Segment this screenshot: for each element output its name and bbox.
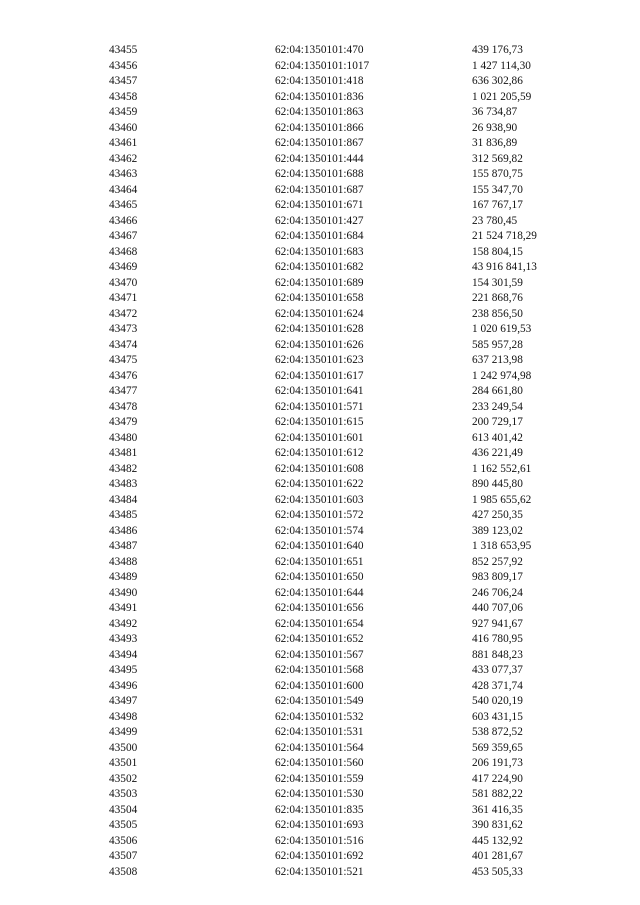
cadastral-number-cell: 62:04:1350101:470 [275,44,364,56]
table-row [109,462,579,478]
row-number-cell: 43481 [109,447,138,459]
value-cell: 569 359,65 [472,741,523,754]
cadastral-number-cell: 62:04:1350101:688 [275,168,364,180]
table-row [109,679,579,695]
value-cell: 206 191,73 [472,757,523,769]
value-cell: 433 077,37 [472,664,523,676]
cadastral-number-cell: 62:04:1350101:644 [275,586,364,599]
table-row [109,400,579,416]
table-row [109,121,579,137]
row-number-cell: 43475 [109,354,138,366]
cadastral-number-cell: 62:04:1350101:692 [275,850,364,862]
table-row [109,787,579,803]
registry-table [109,43,579,880]
table-row [109,307,579,323]
cadastral-number-cell: 62:04:1350101:574 [275,524,364,537]
row-number-cell: 43478 [109,400,138,413]
value-cell: 284 661,80 [472,385,523,397]
row-number-cell: 43470 [109,276,138,289]
cadastral-number-cell: 62:04:1350101:615 [275,416,364,428]
row-number-cell: 43474 [109,338,138,351]
table-row [109,214,579,230]
value-cell: 453 505,33 [472,865,523,878]
table-row [109,663,579,679]
value-cell: 603 431,15 [472,710,523,723]
table-row [109,493,579,509]
cadastral-number-cell: 62:04:1350101:626 [275,338,364,351]
value-cell: 428 371,74 [472,679,523,692]
cadastral-number-cell: 62:04:1350101:654 [275,617,364,630]
row-number-cell: 43462 [109,152,138,165]
table-row [109,586,579,602]
value-cell: 233 249,54 [472,400,523,413]
cadastral-number-cell: 62:04:1350101:641 [275,385,364,397]
table-row [109,43,579,59]
row-number-cell: 43472 [109,307,138,320]
table-row [109,834,579,850]
value-cell: 221 868,76 [472,292,523,304]
cadastral-number-cell: 62:04:1350101:612 [275,447,364,459]
cadastral-number-cell: 62:04:1350101:617 [275,369,364,382]
cadastral-number-cell: 62:04:1350101:560 [275,757,364,769]
row-number-cell: 43469 [109,261,138,273]
cadastral-number-cell: 62:04:1350101:652 [275,633,364,645]
row-number-cell: 43466 [109,214,138,227]
row-number-cell: 43498 [109,710,138,723]
table-row [109,415,579,431]
value-cell: 154 301,59 [472,276,523,289]
cadastral-number-cell: 62:04:1350101:622 [275,478,364,490]
table-row [109,338,579,354]
value-cell: 538 872,52 [472,726,523,738]
cadastral-number-cell: 62:04:1350101:571 [275,400,364,413]
value-cell: 21 524 718,29 [472,230,537,242]
value-cell: 158 804,15 [472,245,523,258]
row-number-cell: 43482 [109,462,138,475]
value-cell: 401 281,67 [472,850,523,862]
value-cell: 890 445,80 [472,478,523,490]
value-cell: 390 831,62 [472,819,523,831]
value-cell: 417 224,90 [472,772,523,785]
value-cell: 238 856,50 [472,307,523,320]
row-number-cell: 43506 [109,834,138,847]
row-number-cell: 43500 [109,741,138,754]
cadastral-number-cell: 62:04:1350101:531 [275,726,364,738]
cadastral-number-cell: 62:04:1350101:656 [275,602,364,614]
row-number-cell: 43457 [109,75,138,87]
table-row [109,183,579,199]
row-number-cell: 43505 [109,819,138,831]
table-row [109,803,579,819]
value-cell: 1 020 619,53 [472,323,532,335]
value-cell: 439 176,73 [472,44,523,56]
registry-table-body [109,43,579,880]
cadastral-number-cell: 62:04:1350101:693 [275,819,364,831]
row-number-cell: 43471 [109,292,138,304]
cadastral-number-cell: 62:04:1350101:623 [275,354,364,366]
table-row [109,617,579,633]
row-number-cell: 43496 [109,679,138,692]
value-cell: 540 020,19 [472,695,523,707]
value-cell: 1 985 655,62 [472,493,532,506]
value-cell: 1 318 653,95 [472,540,532,552]
cadastral-number-cell: 62:04:1350101:684 [275,230,364,242]
table-row [109,865,579,881]
value-cell: 440 707,06 [472,602,523,614]
cadastral-number-cell: 62:04:1350101:603 [275,493,364,506]
row-number-cell: 43455 [109,44,138,56]
table-row [109,570,579,586]
cadastral-number-cell: 62:04:1350101:863 [275,106,364,118]
value-cell: 31 836,89 [472,137,518,149]
row-number-cell: 43508 [109,865,138,878]
table-row [109,477,579,493]
value-cell: 43 916 841,13 [472,261,537,273]
value-cell: 416 780,95 [472,633,523,645]
row-number-cell: 43495 [109,664,138,676]
row-number-cell: 43503 [109,788,138,800]
row-number-cell: 43456 [109,59,138,72]
table-row [109,245,579,261]
table-row [109,276,579,292]
cadastral-number-cell: 62:04:1350101:549 [275,695,364,707]
table-row [109,198,579,214]
row-number-cell: 43490 [109,586,138,599]
value-cell: 1 162 552,61 [472,462,532,475]
value-cell: 200 729,17 [472,416,523,428]
row-number-cell: 43492 [109,617,138,630]
value-cell: 927 941,67 [472,617,523,630]
table-row [109,90,579,106]
row-number-cell: 43485 [109,509,138,521]
table-row [109,322,579,338]
value-cell: 1 242 974,98 [472,369,532,382]
cadastral-number-cell: 62:04:1350101:559 [275,772,364,785]
value-cell: 167 767,17 [472,199,523,211]
table-row [109,694,579,710]
value-cell: 852 257,92 [472,555,523,568]
table-row [109,369,579,385]
cadastral-number-cell: 62:04:1350101:671 [275,199,364,211]
value-cell: 637 213,98 [472,354,523,366]
value-cell: 26 938,90 [472,121,518,134]
row-number-cell: 43501 [109,757,138,769]
cadastral-number-cell: 62:04:1350101:564 [275,741,364,754]
table-row [109,601,579,617]
cadastral-number-cell: 62:04:1350101:658 [275,292,364,304]
cadastral-number-cell: 62:04:1350101:418 [275,75,364,87]
table-row [109,555,579,571]
value-cell: 1 427 114,30 [472,59,531,72]
cadastral-number-cell: 62:04:1350101:532 [275,710,364,723]
cadastral-number-cell: 62:04:1350101:640 [275,540,364,552]
table-row [109,260,579,276]
cadastral-number-cell: 62:04:1350101:689 [275,276,364,289]
value-cell: 427 250,35 [472,509,523,521]
row-number-cell: 43484 [109,493,138,506]
value-cell: 361 416,35 [472,803,523,816]
value-cell: 312 569,82 [472,152,523,165]
table-row [109,648,579,664]
cadastral-number-cell: 62:04:1350101:835 [275,803,364,816]
row-number-cell: 43489 [109,571,138,583]
cadastral-number-cell: 62:04:1350101:427 [275,214,364,227]
value-cell: 613 401,42 [472,431,523,444]
table-row [109,508,579,524]
row-number-cell: 43497 [109,695,138,707]
cadastral-number-cell: 62:04:1350101:521 [275,865,364,878]
value-cell: 36 734,87 [472,106,518,118]
table-row [109,632,579,648]
cadastral-number-cell: 62:04:1350101:687 [275,183,364,196]
table-row [109,524,579,540]
table-row [109,384,579,400]
value-cell: 389 123,02 [472,524,523,537]
row-number-cell: 43502 [109,772,138,785]
table-row [109,229,579,245]
row-number-cell: 43493 [109,633,138,645]
cadastral-number-cell: 62:04:1350101:624 [275,307,364,320]
row-number-cell: 43477 [109,385,138,397]
table-row [109,74,579,90]
table-row [109,725,579,741]
value-cell: 881 848,23 [472,648,523,661]
row-number-cell: 43468 [109,245,138,258]
table-row [109,59,579,75]
row-number-cell: 43461 [109,137,138,149]
row-number-cell: 43467 [109,230,138,242]
cadastral-number-cell: 62:04:1350101:444 [275,152,364,165]
cadastral-number-cell: 62:04:1350101:836 [275,90,364,103]
value-cell: 581 882,22 [472,788,523,800]
row-number-cell: 43487 [109,540,138,552]
row-number-cell: 43499 [109,726,138,738]
table-row [109,105,579,121]
row-number-cell: 43460 [109,121,138,134]
table-row [109,291,579,307]
cadastral-number-cell: 62:04:1350101:650 [275,571,364,583]
cadastral-number-cell: 62:04:1350101:1017 [275,59,370,72]
cadastral-number-cell: 62:04:1350101:572 [275,509,364,521]
table-row [109,741,579,757]
value-cell: 155 347,70 [472,183,523,196]
value-cell: 1 021 205,59 [472,90,532,103]
cadastral-number-cell: 62:04:1350101:867 [275,137,364,149]
table-row [109,136,579,152]
value-cell: 246 706,24 [472,586,523,599]
table-row [109,539,579,555]
table-row [109,818,579,834]
row-number-cell: 43465 [109,199,138,211]
row-number-cell: 43459 [109,106,138,118]
row-number-cell: 43476 [109,369,138,382]
row-number-cell: 43483 [109,478,138,490]
cadastral-number-cell: 62:04:1350101:682 [275,261,364,273]
table-row [109,849,579,865]
row-number-cell: 43473 [109,323,138,335]
value-cell: 445 132,92 [472,834,523,847]
row-number-cell: 43479 [109,416,138,428]
row-number-cell: 43504 [109,803,138,816]
table-row [109,446,579,462]
cadastral-number-cell: 62:04:1350101:683 [275,245,364,258]
value-cell: 436 221,49 [472,447,523,459]
row-number-cell: 43458 [109,90,138,103]
cadastral-number-cell: 62:04:1350101:516 [275,834,364,847]
row-number-cell: 43480 [109,431,138,444]
value-cell: 983 809,17 [472,571,523,583]
row-number-cell: 43507 [109,850,138,862]
row-number-cell: 43488 [109,555,138,568]
value-cell: 585 957,28 [472,338,523,351]
table-row [109,152,579,168]
row-number-cell: 43464 [109,183,138,196]
table-row [109,167,579,183]
cadastral-number-cell: 62:04:1350101:568 [275,664,364,676]
value-cell: 636 302,86 [472,75,523,87]
table-row [109,756,579,772]
cadastral-number-cell: 62:04:1350101:866 [275,121,364,134]
row-number-cell: 43463 [109,168,138,180]
table-row [109,772,579,788]
table-row [109,353,579,369]
cadastral-number-cell: 62:04:1350101:530 [275,788,364,800]
cadastral-number-cell: 62:04:1350101:628 [275,323,364,335]
value-cell: 23 780,45 [472,214,518,227]
cadastral-number-cell: 62:04:1350101:600 [275,679,364,692]
cadastral-number-cell: 62:04:1350101:651 [275,555,364,568]
row-number-cell: 43491 [109,602,138,614]
cadastral-number-cell: 62:04:1350101:608 [275,462,364,475]
cadastral-number-cell: 62:04:1350101:601 [275,431,364,444]
row-number-cell: 43494 [109,648,138,661]
table-row [109,431,579,447]
row-number-cell: 43486 [109,524,138,537]
table-row [109,710,579,726]
value-cell: 155 870,75 [472,168,523,180]
cadastral-number-cell: 62:04:1350101:567 [275,648,364,661]
